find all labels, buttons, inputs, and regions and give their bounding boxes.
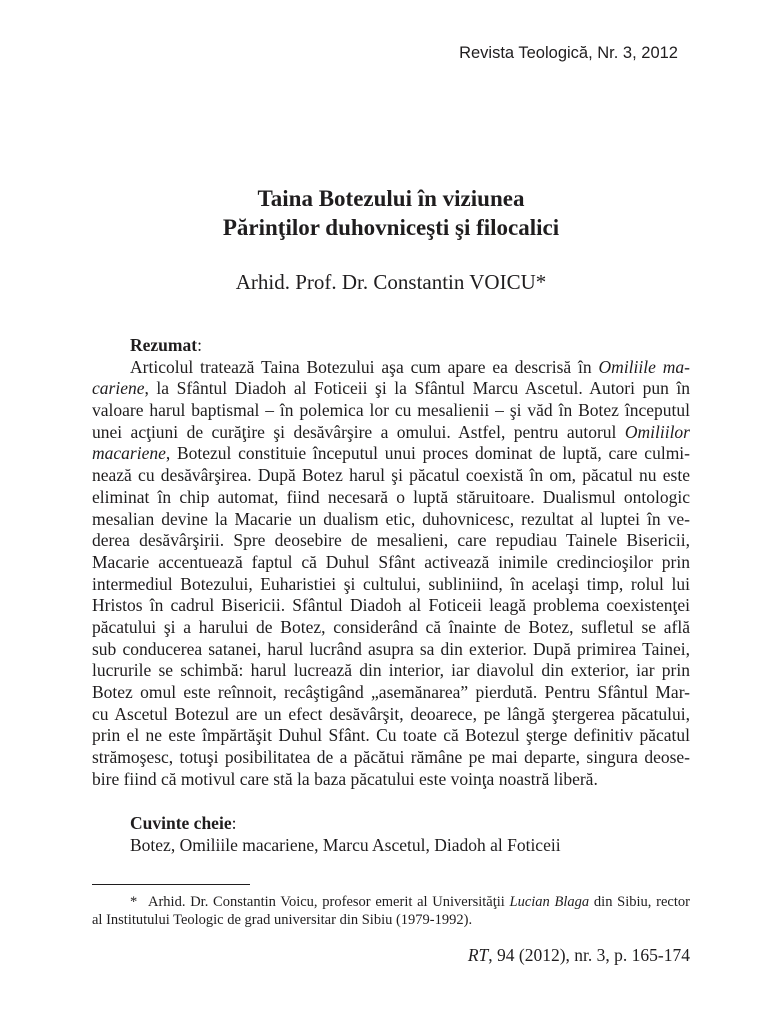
footnote bbox=[92, 893, 690, 929]
keywords-heading-label: Cuvinte cheie bbox=[130, 813, 232, 833]
keywords-text: Botez, Omiliile macariene, Marcu Ascetul, Diadoh al Foticeii bbox=[130, 835, 561, 855]
abstract-line-text: sub conducerea satanei, harul lucrând asupra sa din exterior. După primirea Tainei, bbox=[92, 638, 690, 659]
abstract-line-text: strămoşesc, totuşi posibilitatea de a păcătui rămâne pe mai departe, singura deose- bbox=[92, 747, 690, 768]
citation-text: , 94 (2012), nr. 3, p. 165-174 bbox=[488, 945, 690, 965]
abstract-line bbox=[92, 487, 690, 509]
abstract-line-text: Hristos în cadrul Bisericii. Sfântul Diadoh al Foticeii leagă problema coexistenţei bbox=[92, 595, 690, 616]
italic-work-title: cariene bbox=[92, 378, 145, 399]
abstract-line bbox=[92, 400, 690, 422]
abstract-line-text: derea desăvârşirii. Spre deosebire de mesalieni, care repudiau Tainele Bisericii, bbox=[92, 530, 690, 551]
abstract-line-text: eliminat în chip automat, fiind necesară o luptă stăruitoare. Dualismul ontologic bbox=[92, 486, 690, 507]
footnote-line bbox=[92, 911, 690, 929]
title-line: Taina Botezului în viziunea bbox=[257, 186, 525, 211]
page-footer-citation bbox=[468, 945, 690, 965]
abstract-line bbox=[92, 617, 690, 639]
running-header: Revista Teologică, Nr. 3, 2012 bbox=[459, 44, 678, 62]
journal-abbreviation: RT bbox=[467, 945, 489, 965]
abstract-line-text: Articolul tratează Taina Botezului aşa cum apare ea descrisă în bbox=[130, 356, 599, 377]
abstract-line bbox=[92, 509, 690, 531]
abstract-line bbox=[92, 595, 690, 617]
abstract-heading bbox=[92, 335, 690, 357]
footnote-text: din Sibiu, rector bbox=[589, 894, 690, 910]
abstract bbox=[92, 335, 690, 790]
abstract-line-text: bire fiind că motivul care stă la baza păcatului este voinţa noastră liberă. bbox=[92, 768, 598, 789]
abstract-line-text: lucrurile se schimbă: harul lucrează din interior, iar diavolul din exterior, iar prin bbox=[92, 660, 690, 681]
abstract-heading-label: Rezumat bbox=[130, 335, 198, 355]
italic-work-title: macariene bbox=[92, 443, 166, 464]
footnote-text: Arhid. Dr. Constantin Voicu, profesor emerit al Universităţii bbox=[148, 894, 510, 910]
keywords bbox=[92, 812, 690, 856]
abstract-line bbox=[92, 552, 690, 574]
abstract-line bbox=[92, 530, 690, 552]
keywords-heading-colon: : bbox=[231, 813, 237, 833]
abstract-line-text: , la Sfântul Diadoh al Foticeii şi la Sfântul Marcu Ascetul. Autori pun în bbox=[144, 378, 690, 399]
abstract-line bbox=[92, 747, 690, 769]
abstract-line-text: unei acţiuni de curăţire şi desăvârşire a omului. Astfel, pentru autorul bbox=[92, 421, 625, 442]
footnote-line bbox=[92, 893, 690, 911]
abstract-line bbox=[92, 682, 690, 704]
abstract-line-text: nează cu desăvârşirea. După Botez harul şi păcatul coexistă în om, păcatul nu este bbox=[92, 465, 690, 486]
abstract-line-text: Macarie accentuează faptul că Duhul Sfânt activează inimile credincioşilor prin bbox=[92, 551, 690, 572]
abstract-line bbox=[92, 704, 690, 726]
abstract-line bbox=[92, 443, 690, 465]
abstract-line bbox=[92, 422, 690, 444]
abstract-line bbox=[92, 378, 690, 400]
abstract-line-text: intermediul Botezului, Euharistiei şi cultului, subliniind, în acelaşi timp, rolul lui bbox=[92, 573, 690, 594]
abstract-line bbox=[92, 639, 690, 661]
abstract-line-text: prin el ne este împărtăşit Duhul Sfânt. Cu toate că Botezul şterge definitiv păcatul bbox=[92, 725, 690, 746]
abstract-line bbox=[92, 465, 690, 487]
footnote-text: al Institutului Teologic de grad universitar din Sibiu (1979-1992). bbox=[92, 912, 473, 928]
italic-work-title: Omiliilor bbox=[624, 421, 690, 442]
abstract-line-text: valoare harul baptismal – în polemica lor cu mesalienii – şi văd în Botez începutul bbox=[92, 400, 690, 421]
abstract-line-text: , Botezul constituie începutul unui proces dominat de luptă, care culmi- bbox=[165, 443, 690, 464]
abstract-line bbox=[92, 574, 690, 596]
article-title bbox=[92, 184, 690, 242]
author-line: Arhid. Prof. Dr. Constantin VOICU* bbox=[235, 270, 547, 294]
abstract-line bbox=[92, 357, 690, 379]
footnote-separator-rule bbox=[92, 884, 250, 885]
title-line: Părinţilor duhovniceşti şi filocalici bbox=[222, 215, 560, 240]
abstract-line-text: Botez omul este reînnoit, recâştigând „asemănarea” pierdută. Pentru Sfântul Mar- bbox=[92, 682, 690, 702]
abstract-heading-colon: : bbox=[197, 335, 202, 355]
keywords-heading bbox=[92, 812, 690, 834]
footnote-marker: * bbox=[130, 894, 138, 910]
abstract-line bbox=[92, 660, 690, 682]
abstract-line bbox=[92, 769, 690, 791]
abstract-line-text: cu Ascetul Botezul are un efect desăvârşit, deoarece, pe lângă ştergerea păcatului, bbox=[92, 703, 690, 724]
abstract-line bbox=[92, 725, 690, 747]
italic-work-title: Omiliile ma- bbox=[598, 356, 690, 377]
abstract-line-text: mesalian devine la Macarie un dualism etic, duhovnicesc, rezultat al luptei în ve- bbox=[92, 508, 690, 529]
italic-university-name: Lucian Blaga bbox=[509, 894, 590, 910]
abstract-line-text: păcatului şi a harului de Botez, considerând că înainte de Botez, sufletul se află bbox=[92, 616, 690, 637]
